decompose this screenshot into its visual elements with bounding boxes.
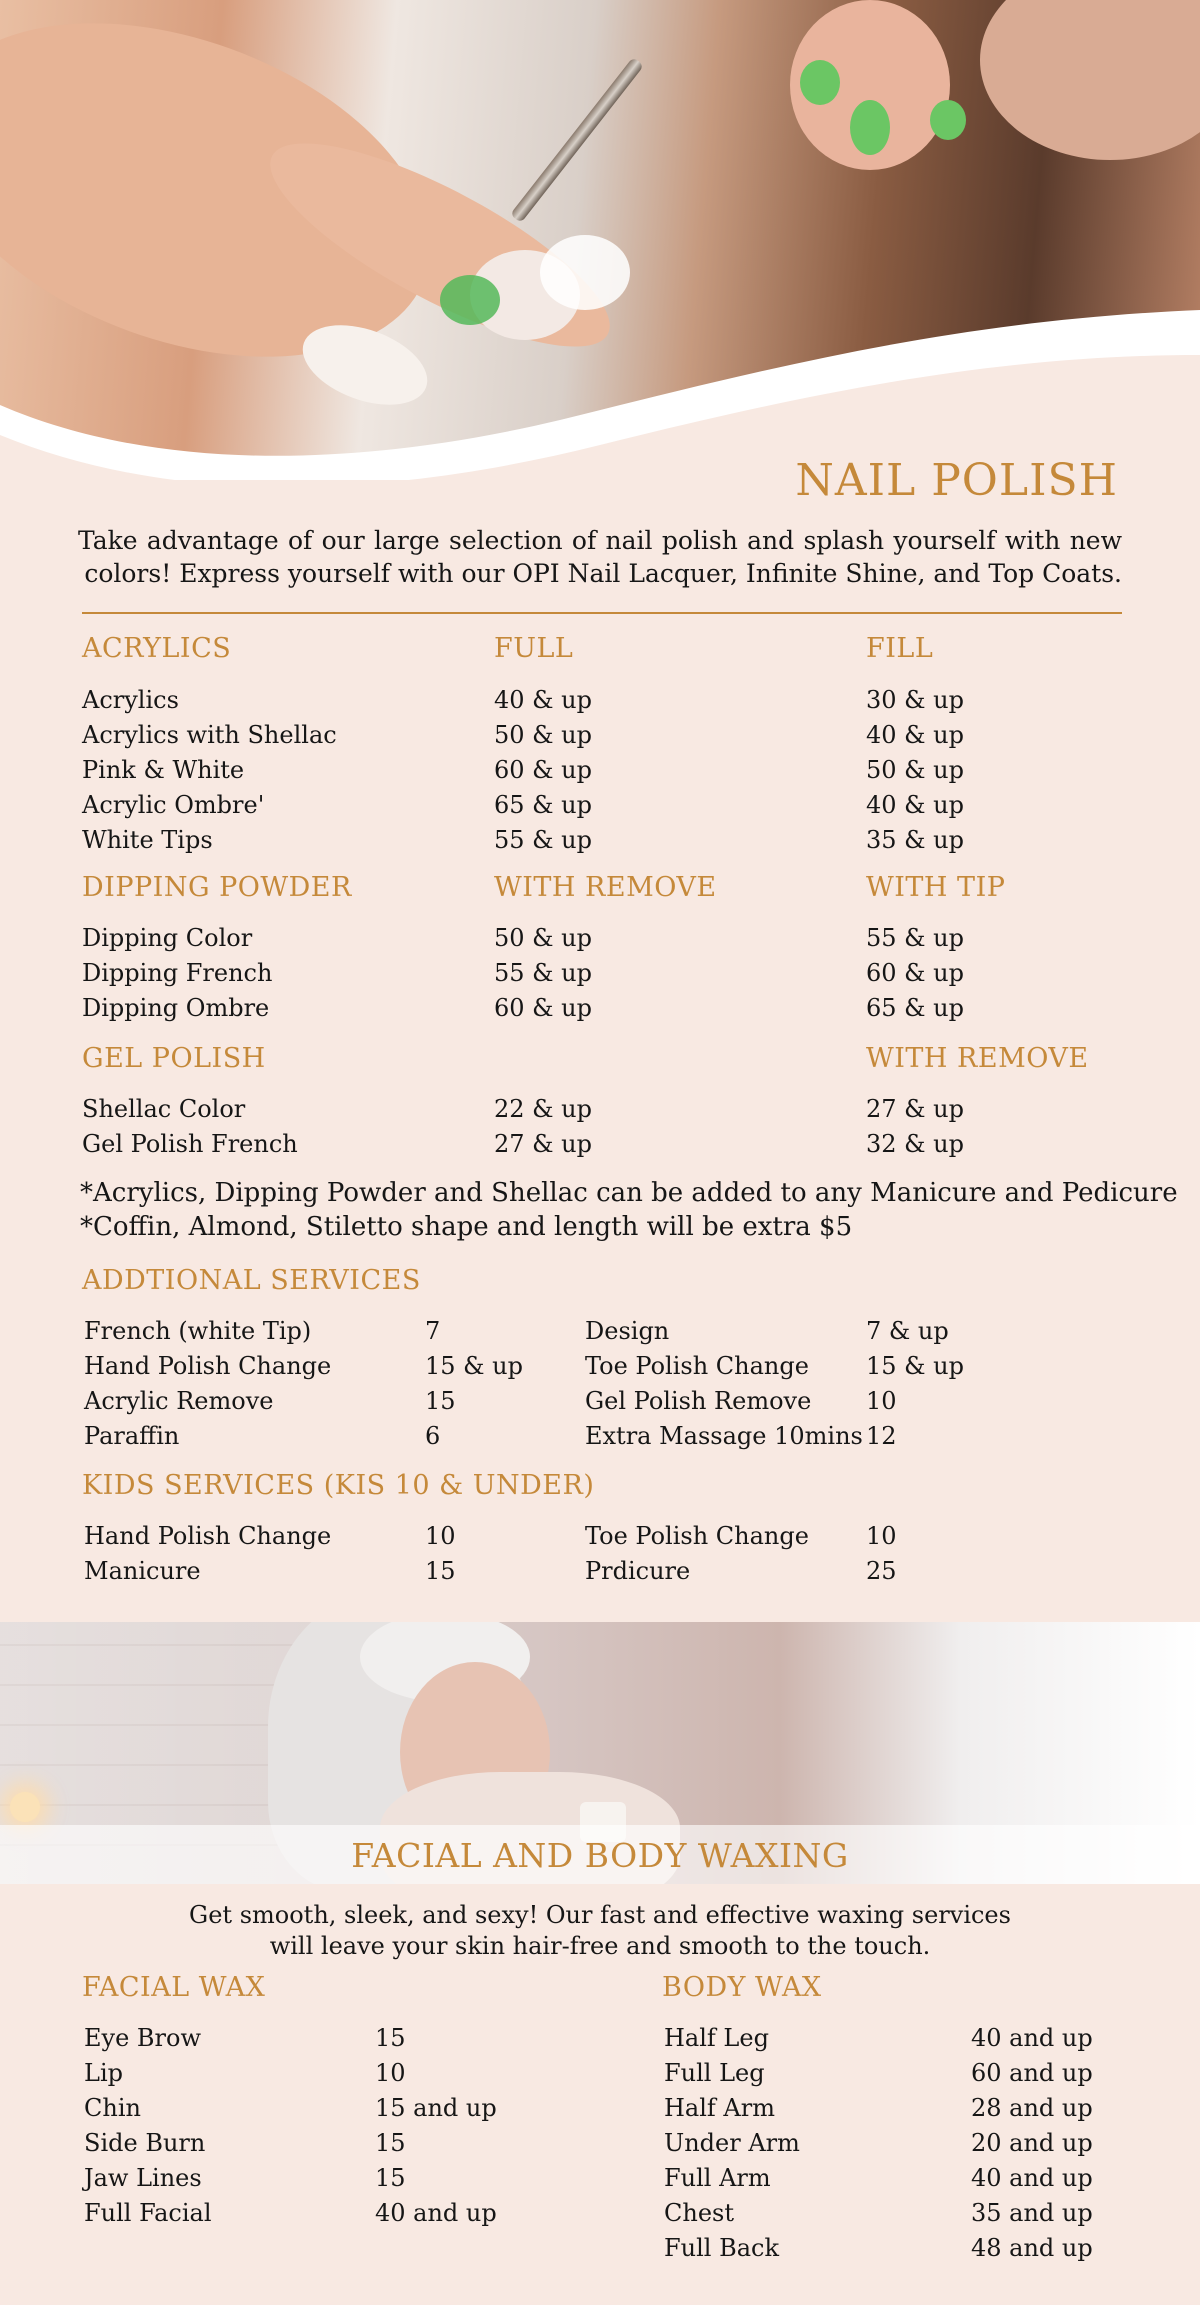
price-with-remove: 27 & up xyxy=(866,1095,964,1123)
service-name: Toe Polish Change xyxy=(585,1352,809,1380)
price-fill: 40 & up xyxy=(866,721,964,749)
service-name: White Tips xyxy=(82,826,213,854)
price: 15 & up xyxy=(425,1352,523,1380)
acrylics-header: ACRYLICS xyxy=(82,633,232,664)
acrylics-full-header: FULL xyxy=(494,633,574,664)
service-name: Side Burn xyxy=(84,2129,206,2157)
price: 22 & up xyxy=(494,1095,592,1123)
price: 27 & up xyxy=(494,1130,592,1158)
hero-wave-shape xyxy=(0,0,1200,480)
price: 15 and up xyxy=(375,2094,497,2122)
service-name: Full Facial xyxy=(84,2199,212,2227)
price: 10 xyxy=(425,1522,456,1550)
service-name: Dipping French xyxy=(82,959,273,987)
price: 10 xyxy=(375,2059,406,2087)
price-fill: 35 & up xyxy=(866,826,964,854)
price-with-remove: 55 & up xyxy=(494,959,592,987)
waxing-intro xyxy=(0,1900,1200,1962)
kids-services-header: KIDS SERVICES (KIS 10 & UNDER) xyxy=(82,1470,595,1501)
price: 28 and up xyxy=(971,2094,1093,2122)
divider-rule xyxy=(82,612,1122,614)
service-name: French (white Tip) xyxy=(84,1317,312,1345)
service-name: Pink & White xyxy=(82,756,245,784)
acrylics-fill-header: FILL xyxy=(866,633,934,664)
service-name: Design xyxy=(585,1317,670,1345)
price-fill: 30 & up xyxy=(866,686,964,714)
price-fill: 50 & up xyxy=(866,756,964,784)
service-name: Lip xyxy=(84,2059,123,2087)
dipping-with-remove-header: WITH REMOVE xyxy=(494,872,717,903)
price: 15 xyxy=(425,1557,456,1585)
price: 40 and up xyxy=(971,2164,1093,2192)
price: 7 xyxy=(425,1317,441,1345)
hero-nail-photo xyxy=(0,0,1200,480)
price: 10 xyxy=(866,1522,897,1550)
service-name: Hand Polish Change xyxy=(84,1522,332,1550)
price: 35 and up xyxy=(971,2199,1093,2227)
service-name: Extra Massage 10mins xyxy=(585,1422,863,1450)
price-with-tip: 65 & up xyxy=(866,994,964,1022)
gel-with-remove-header: WITH REMOVE xyxy=(866,1043,1089,1074)
service-name: Jaw Lines xyxy=(84,2164,202,2192)
price-full: 50 & up xyxy=(494,721,592,749)
gel-polish-header: GEL POLISH xyxy=(82,1043,266,1074)
price: 15 xyxy=(375,2129,406,2157)
service-name: Gel Polish French xyxy=(82,1130,298,1158)
price-with-tip: 60 & up xyxy=(866,959,964,987)
service-name: Chin xyxy=(84,2094,141,2122)
price: 40 and up xyxy=(971,2024,1093,2052)
price: 20 and up xyxy=(971,2129,1093,2157)
price: 25 xyxy=(866,1557,897,1585)
service-name: Dipping Color xyxy=(82,924,253,952)
body-wax-header: BODY WAX xyxy=(662,1972,822,2003)
service-name: Toe Polish Change xyxy=(585,1522,809,1550)
service-name: Acrylics with Shellac xyxy=(82,721,337,749)
service-name: Prdicure xyxy=(585,1557,691,1585)
waxing-title: FACIAL AND BODY WAXING xyxy=(351,1836,849,1875)
note-add-on: *Acrylics, Dipping Powder and Shellac can be added to any Manicure and Pedicure xyxy=(80,1178,1178,1208)
service-name: Half Arm xyxy=(664,2094,775,2122)
price-with-tip: 55 & up xyxy=(866,924,964,952)
service-name: Acrylic Ombre' xyxy=(82,791,265,819)
price: 48 and up xyxy=(971,2234,1093,2262)
service-name: Full Back xyxy=(664,2234,780,2262)
price: 10 xyxy=(866,1387,897,1415)
service-name: Dipping Ombre xyxy=(82,994,270,1022)
price: 15 & up xyxy=(866,1352,964,1380)
price: 60 and up xyxy=(971,2059,1093,2087)
service-name: Hand Polish Change xyxy=(84,1352,332,1380)
service-name: Acrylic Remove xyxy=(84,1387,274,1415)
service-name: Shellac Color xyxy=(82,1095,246,1123)
price: 12 xyxy=(866,1422,897,1450)
service-name: Full Leg xyxy=(664,2059,765,2087)
nail-polish-title: NAIL POLISH xyxy=(795,455,1118,506)
service-name: Chest xyxy=(664,2199,734,2227)
service-name: Manicure xyxy=(84,1557,201,1585)
waxing-intro-line-2: will leave your skin hair-free and smooth to the touch. xyxy=(269,1932,931,1960)
price-with-remove: 50 & up xyxy=(494,924,592,952)
price: 15 xyxy=(425,1387,456,1415)
price-full: 40 & up xyxy=(494,686,592,714)
service-name: Gel Polish Remove xyxy=(585,1387,812,1415)
price-full: 60 & up xyxy=(494,756,592,784)
price: 15 xyxy=(375,2164,406,2192)
service-name: Under Arm xyxy=(664,2129,800,2157)
price: 15 xyxy=(375,2024,406,2052)
dipping-with-tip-header: WITH TIP xyxy=(866,872,1006,903)
price: 40 and up xyxy=(375,2199,497,2227)
price: 6 xyxy=(425,1422,441,1450)
price-fill: 40 & up xyxy=(866,791,964,819)
service-name: Acrylics xyxy=(82,686,179,714)
price: 7 & up xyxy=(866,1317,949,1345)
note-shape-extra: *Coffin, Almond, Stiletto shape and length will be extra $5 xyxy=(80,1212,853,1242)
service-name: Paraffin xyxy=(84,1422,180,1450)
service-name: Eye Brow xyxy=(84,2024,202,2052)
price-full: 55 & up xyxy=(494,826,592,854)
price-with-remove: 60 & up xyxy=(494,994,592,1022)
price-full: 65 & up xyxy=(494,791,592,819)
nail-polish-intro: Take advantage of our large selection of nail polish and splash yourself with new colors! Express yourself with our OPI Nail Lacquer, Infinite Shine, and Top Coats. xyxy=(78,526,1122,588)
additional-services-header: ADDTIONAL SERVICES xyxy=(82,1265,421,1296)
price-with-remove: 32 & up xyxy=(866,1130,964,1158)
service-name: Half Leg xyxy=(664,2024,769,2052)
waxing-intro-line-1: Get smooth, sleek, and sexy! Our fast and effective waxing services xyxy=(189,1901,1011,1929)
facial-wax-header: FACIAL WAX xyxy=(82,1972,266,2003)
service-name: Full Arm xyxy=(664,2164,771,2192)
dipping-powder-header: DIPPING POWDER xyxy=(82,872,352,903)
